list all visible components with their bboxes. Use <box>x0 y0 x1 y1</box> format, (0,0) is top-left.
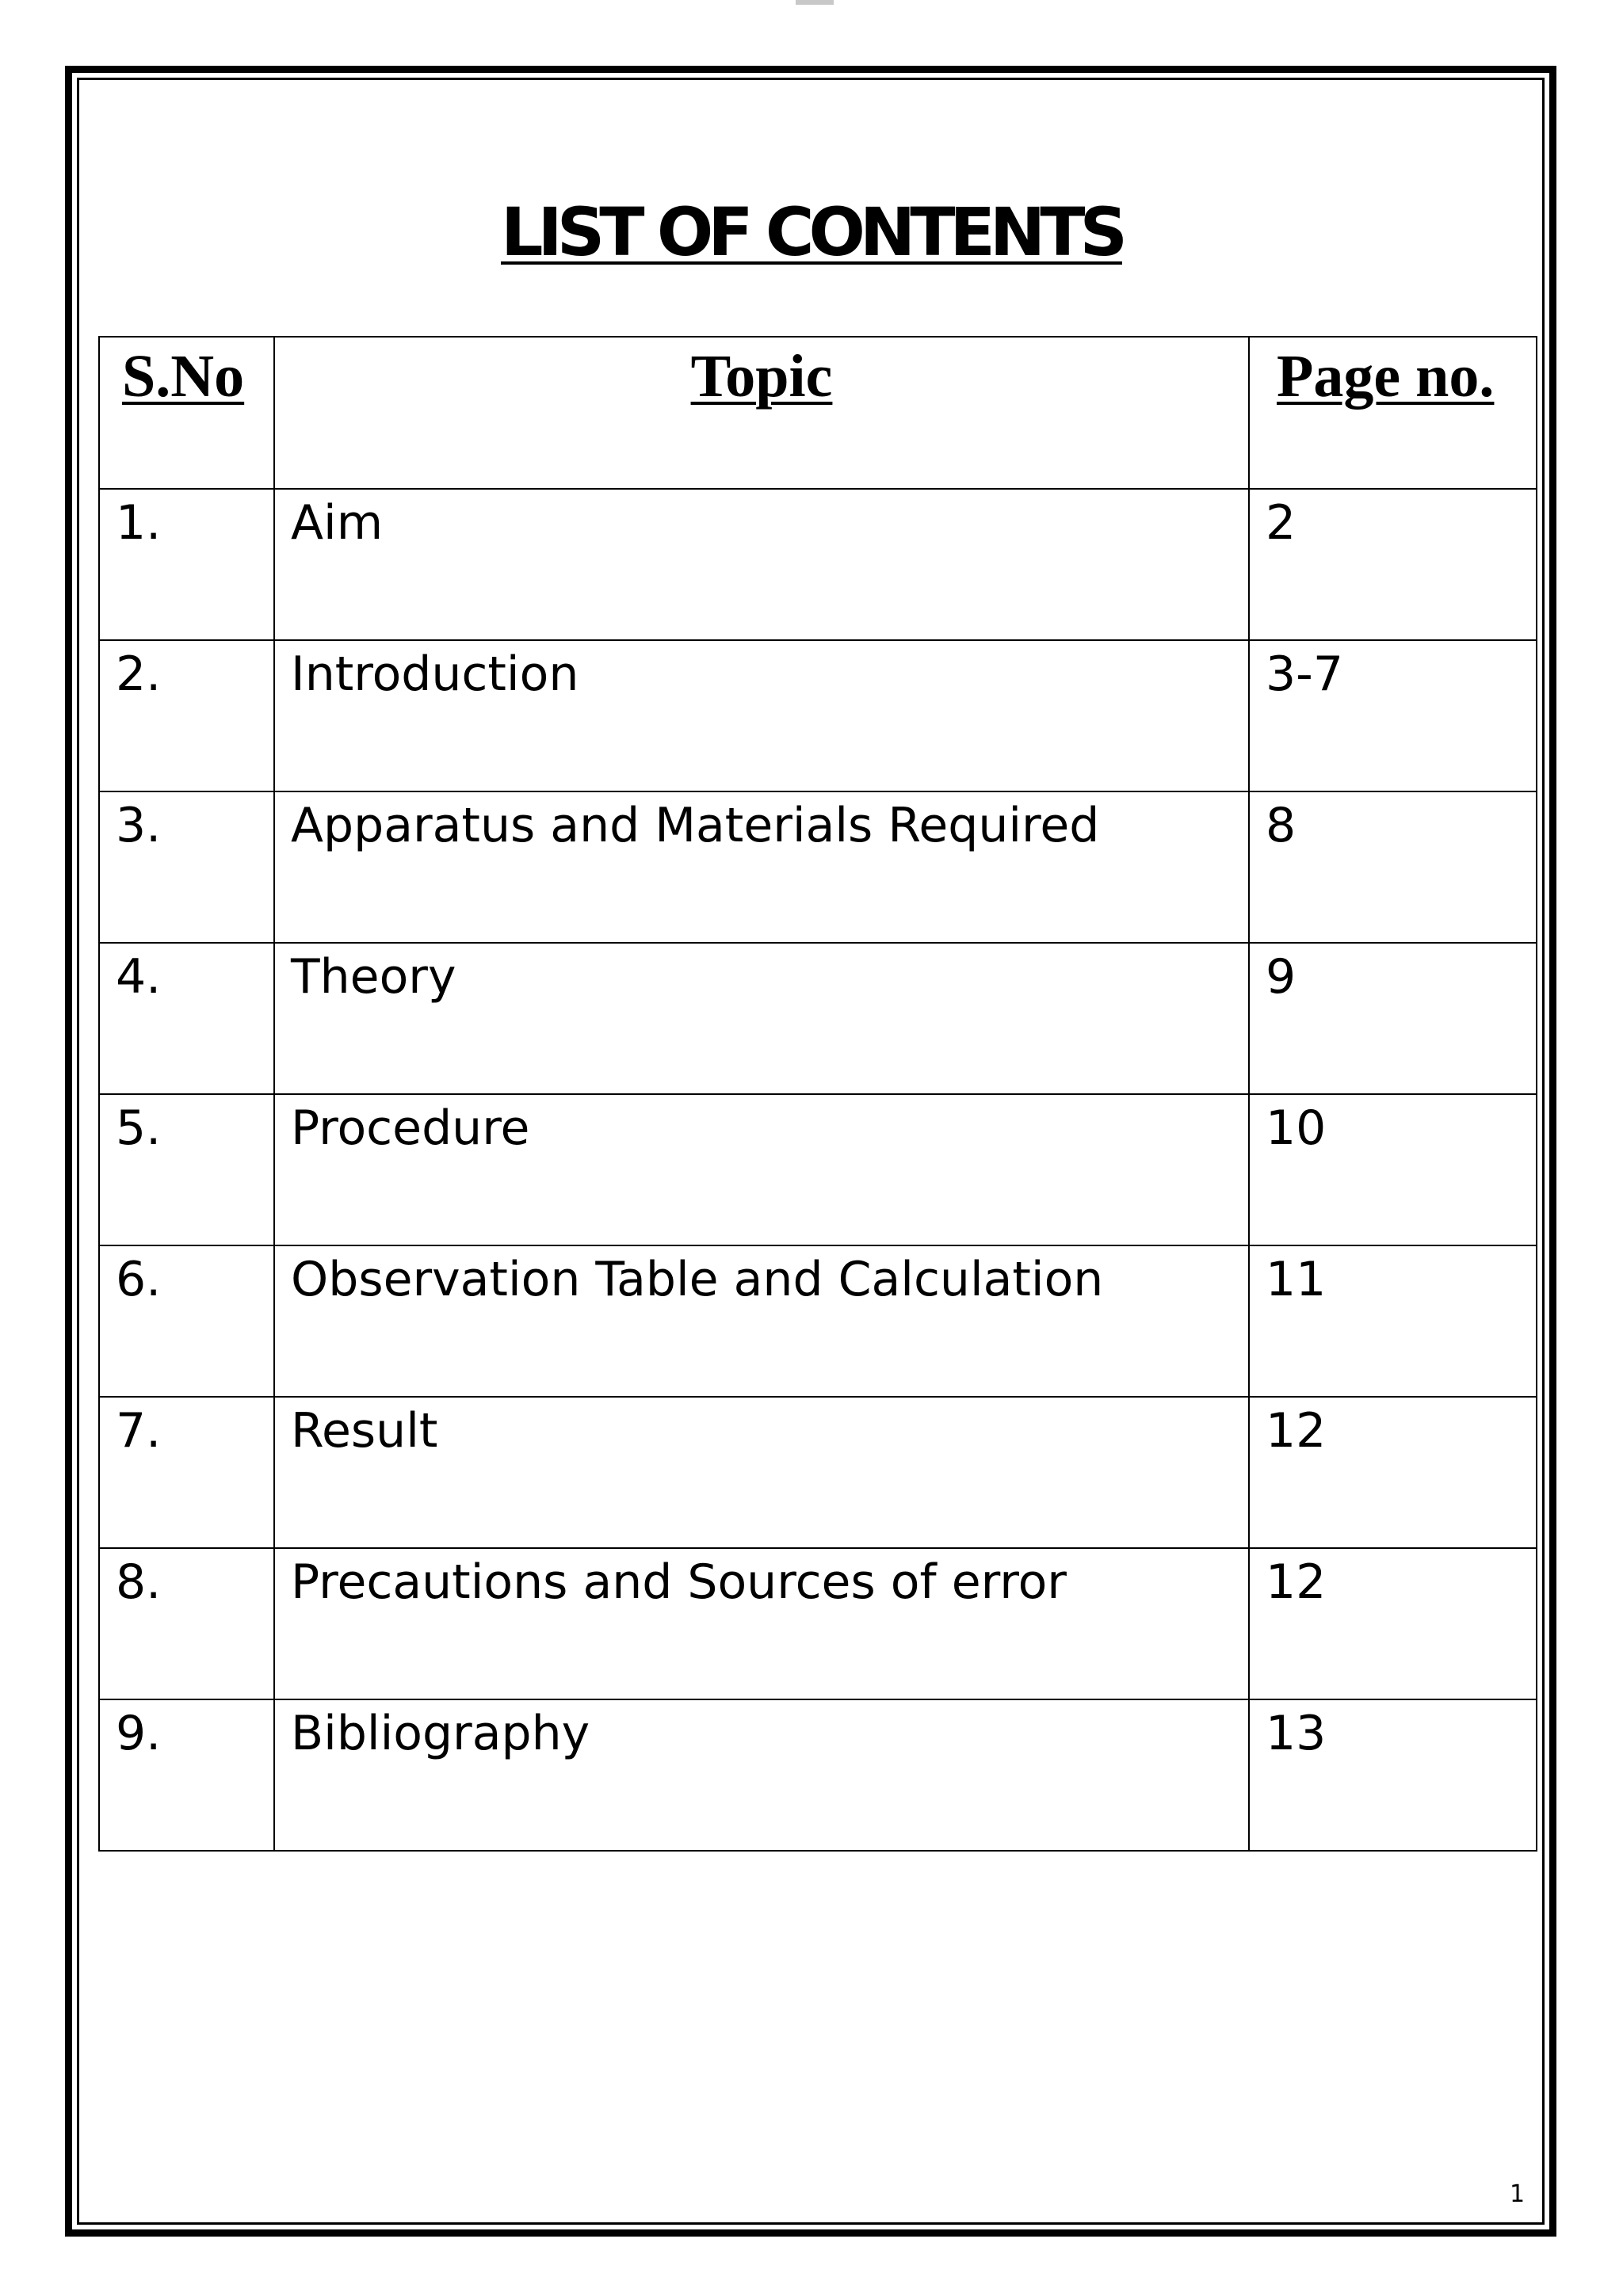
table-header-row <box>99 337 1537 489</box>
table-row <box>99 1548 1537 1699</box>
row-page-number: 3-7 <box>1249 640 1537 791</box>
page-title: LIST OF CONTENTS <box>501 193 1122 271</box>
table-row <box>99 1699 1537 1851</box>
row-page-number: 11 <box>1249 1245 1537 1397</box>
row-topic: Result <box>274 1397 1249 1548</box>
table-row <box>99 943 1537 1094</box>
row-serial-number: 8. <box>99 1548 274 1699</box>
row-topic: Theory <box>274 943 1249 1094</box>
row-serial-number: 7. <box>99 1397 274 1548</box>
row-page-number: 8 <box>1249 791 1537 943</box>
row-serial-number: 2. <box>99 640 274 791</box>
row-topic: Procedure <box>274 1094 1249 1245</box>
row-topic: Introduction <box>274 640 1249 791</box>
row-topic: Apparatus and Materials Required <box>274 791 1249 943</box>
row-serial-number: 1. <box>99 489 274 640</box>
table-row <box>99 1094 1537 1245</box>
row-page-number: 9 <box>1249 943 1537 1094</box>
table-row <box>99 791 1537 943</box>
row-topic: Observation Table and Calculation <box>274 1245 1249 1397</box>
page-number: 1 <box>1510 2180 1526 2208</box>
table-row <box>99 640 1537 791</box>
row-topic: Bibliography <box>274 1699 1249 1851</box>
row-serial-number: 3. <box>99 791 274 943</box>
row-serial-number: 5. <box>99 1094 274 1245</box>
scan-mark <box>796 0 834 5</box>
header-serial-number: S.No <box>99 337 274 489</box>
row-serial-number: 4. <box>99 943 274 1094</box>
row-page-number: 2 <box>1249 489 1537 640</box>
row-serial-number: 6. <box>99 1245 274 1397</box>
table-row <box>99 1397 1537 1548</box>
table-row <box>99 489 1537 640</box>
contents-table <box>98 336 1537 1852</box>
header-page-number: Page no. <box>1249 337 1537 489</box>
row-page-number: 12 <box>1249 1548 1537 1699</box>
row-topic: Aim <box>274 489 1249 640</box>
row-page-number: 13 <box>1249 1699 1537 1851</box>
row-page-number: 12 <box>1249 1397 1537 1548</box>
row-serial-number: 9. <box>99 1699 274 1851</box>
header-topic: Topic <box>274 337 1249 489</box>
row-page-number: 10 <box>1249 1094 1537 1245</box>
row-topic: Precautions and Sources of error <box>274 1548 1249 1699</box>
table-row <box>99 1245 1537 1397</box>
